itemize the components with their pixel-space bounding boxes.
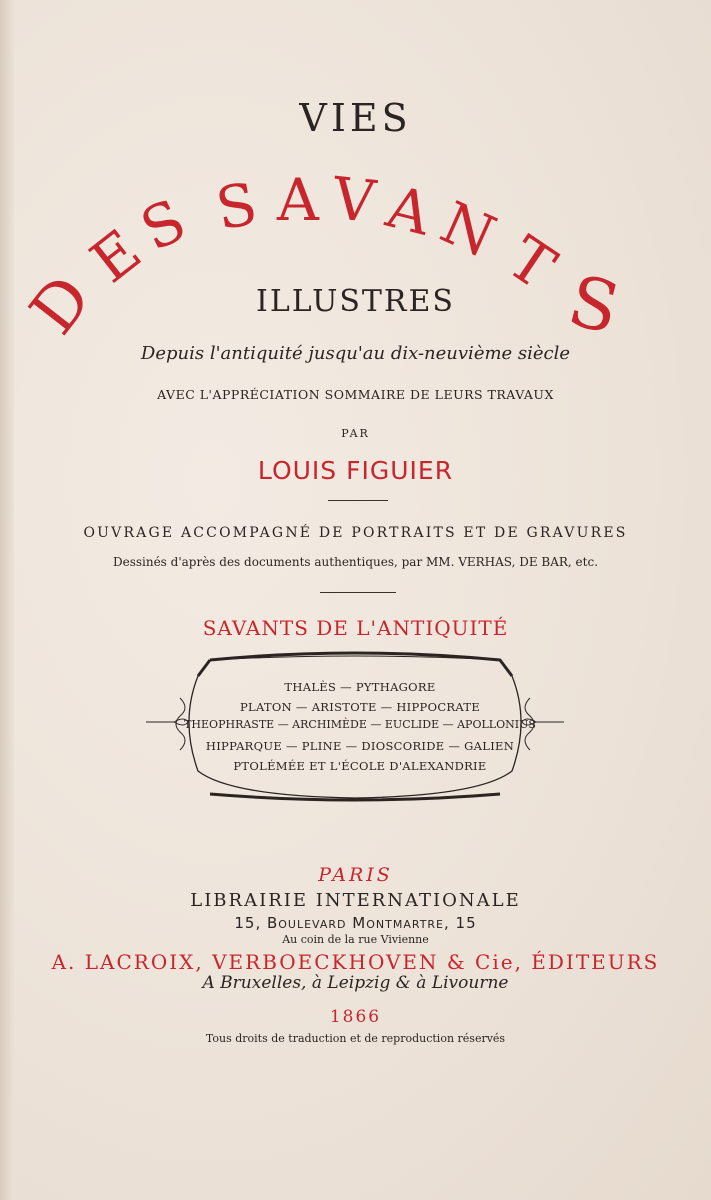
subtitle: Depuis l'antiquité jusqu'au dix-neuvième siècle — [140, 343, 571, 364]
imprint-coin: Au coin de la rue Vivienne — [282, 933, 429, 946]
contents-line: HIPPARQUE — PLINE — DIOSCORIDE — GALIEN — [205, 739, 515, 753]
dessines-line: Dessinés d'après des documents authentiques, par MM. VERHAS, DE BAR, etc. — [112, 555, 599, 569]
title-arc-letter: N — [431, 188, 506, 272]
title-arc-letter: S — [211, 169, 262, 244]
title-arc-letter: V — [329, 164, 379, 237]
contents-line: THALÈS — PYTHAGORE — [284, 680, 436, 694]
imprint-librairie: LIBRAIRIE INTERNATIONALE — [190, 890, 521, 911]
title-arc-des-savants — [16, 150, 680, 351]
contents-line: PTOLÉMÉE ET L'ÉCOLE D'ALEXANDRIE — [233, 759, 487, 773]
ouvrage-line: OUVRAGE ACCOMPAGNÉ DE PORTRAITS ET DE GRAVURES — [83, 525, 628, 541]
label-par: PAR — [341, 427, 370, 440]
contents-line: THEOPHRASTE — ARCHIMÈDE — EUCLIDE — APOLLONIUS — [184, 718, 536, 731]
imprint-year: 1866 — [329, 1007, 382, 1027]
title-arc-letter: D — [16, 262, 107, 349]
title-arc-letter: T — [495, 223, 568, 304]
title-arc-letter: A — [380, 172, 438, 249]
divider — [328, 500, 388, 501]
imprint-address: 15, Boulevard Montmartre, 15 — [234, 914, 477, 932]
imprint-city: PARIS — [318, 864, 393, 886]
imprint-rights: Tous droits de traduction et de reproduction réservés — [205, 1032, 506, 1045]
imprint-branches: A Bruxelles, à Leipzig & à Livourne — [202, 973, 509, 993]
title-arc-letter: S — [130, 185, 196, 265]
title-arc-letter: A — [277, 166, 319, 234]
imprint-publishers: A. LACROIX, VERBOECKHOVEN & Cie, ÉDITEURS — [51, 950, 660, 974]
title-vies: VIES — [299, 96, 412, 140]
title-arc-letter: S — [560, 259, 627, 351]
section-title: SAVANTS DE L'ANTIQUITÉ — [202, 616, 509, 640]
divider — [320, 592, 396, 593]
author-name: LOUIS FIGUIER — [257, 456, 454, 485]
subtitle-avec: AVEC L'APPRÉCIATION SOMMAIRE DE LEURS TRAVAUX — [157, 387, 554, 402]
title-illustres: ILLUSTRES — [256, 284, 455, 319]
title-arc-letter: E — [78, 216, 154, 297]
contents-line: PLATON — ARISTOTE — HIPPOCRATE — [239, 700, 481, 714]
